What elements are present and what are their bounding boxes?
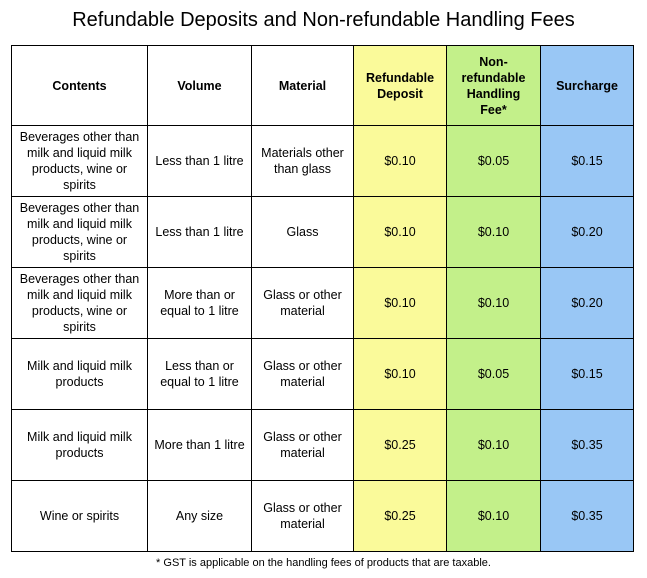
cell-handling-fee: $0.10: [447, 268, 541, 339]
table-row: [12, 481, 634, 552]
header-volume: Volume: [148, 46, 252, 126]
cell-handling-fee: $0.10: [447, 410, 541, 481]
header-refundable-deposit: Refundable Deposit: [354, 46, 447, 126]
cell-refundable-deposit: $0.25: [354, 410, 447, 481]
cell-handling-fee: $0.05: [447, 339, 541, 410]
cell-refundable-deposit: $0.10: [354, 268, 447, 339]
header-surcharge: Surcharge: [541, 46, 634, 126]
table-header-row: [12, 46, 634, 126]
cell-contents: Wine or spirits: [12, 481, 148, 552]
cell-volume: More than or equal to 1 litre: [148, 268, 252, 339]
page-title: Refundable Deposits and Non-refundable Handling Fees: [72, 9, 575, 31]
cell-material: Glass: [252, 197, 354, 268]
cell-surcharge: $0.35: [541, 481, 634, 552]
table-row: [12, 339, 634, 410]
cell-handling-fee: $0.10: [447, 481, 541, 552]
header-handling-fee: Non-refundable Handling Fee*: [447, 46, 541, 126]
cell-contents: Beverages other than milk and liquid milk products, wine or spirits: [12, 268, 148, 339]
cell-material: Glass or other material: [252, 268, 354, 339]
cell-refundable-deposit: $0.25: [354, 481, 447, 552]
cell-contents: Beverages other than milk and liquid milk products, wine or spirits: [12, 126, 148, 197]
cell-refundable-deposit: $0.10: [354, 339, 447, 410]
table-row: [12, 197, 634, 268]
cell-volume: Any size: [148, 481, 252, 552]
cell-volume: Less than or equal to 1 litre: [148, 339, 252, 410]
footnote: * GST is applicable on the handling fees of products that are taxable.: [156, 557, 491, 569]
cell-contents: Milk and liquid milk products: [12, 339, 148, 410]
cell-material: Materials other than glass: [252, 126, 354, 197]
cell-handling-fee: $0.10: [447, 197, 541, 268]
header-material: Material: [252, 46, 354, 126]
cell-material: Glass or other material: [252, 481, 354, 552]
cell-volume: Less than 1 litre: [148, 197, 252, 268]
cell-volume: More than 1 litre: [148, 410, 252, 481]
cell-refundable-deposit: $0.10: [354, 197, 447, 268]
cell-handling-fee: $0.05: [447, 126, 541, 197]
table-row: [12, 126, 634, 197]
cell-surcharge: $0.35: [541, 410, 634, 481]
table-row: [12, 268, 634, 339]
header-contents: Contents: [12, 46, 148, 126]
cell-material: Glass or other material: [252, 410, 354, 481]
cell-refundable-deposit: $0.10: [354, 126, 447, 197]
cell-surcharge: $0.20: [541, 268, 634, 339]
cell-contents: Milk and liquid milk products: [12, 410, 148, 481]
cell-surcharge: $0.15: [541, 126, 634, 197]
fees-table: [11, 45, 634, 552]
cell-contents: Beverages other than milk and liquid milk products, wine or spirits: [12, 197, 148, 268]
cell-material: Glass or other material: [252, 339, 354, 410]
cell-surcharge: $0.15: [541, 339, 634, 410]
cell-surcharge: $0.20: [541, 197, 634, 268]
table-row: [12, 410, 634, 481]
cell-volume: Less than 1 litre: [148, 126, 252, 197]
